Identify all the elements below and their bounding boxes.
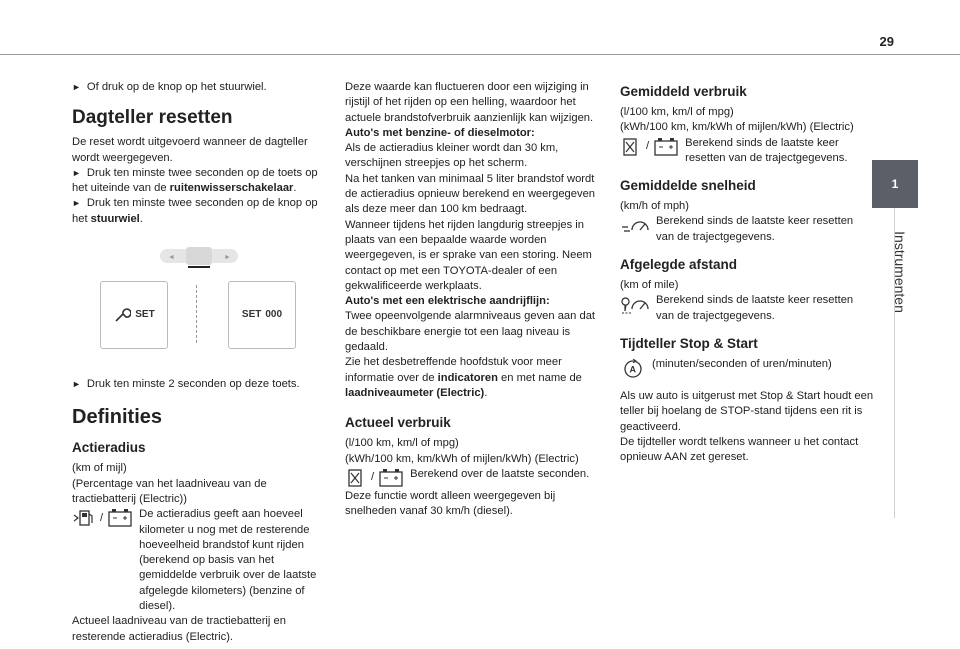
range-units: (km of mijl): [72, 462, 127, 475]
set-label: SET: [241, 309, 262, 321]
reset-paragraph: De reset wordt uitgevoerd wanneer de dagteller wordt weergegeven.: [72, 136, 308, 164]
refuel-paragraph: Na het tanken van minimaal 5 liter brandstof wordt de actieradius opnieuw berekend en weergegeven als deze meer dan 100 km bedraagt.: [345, 172, 596, 216]
speed-units: (km/h of mph): [620, 200, 690, 213]
stop-start-icon: [620, 357, 646, 379]
heading-average-consumption: Gemiddeld verbruik: [620, 84, 747, 99]
avg-units-2: (kWh/100 km, km/kWh of mijlen/kWh) (Electric): [620, 121, 854, 134]
electric-heading: Auto's met een elektrische aandrijflijn:: [345, 295, 550, 308]
range-desc-electric: Actueel laadniveau van de tractiebatterij en resterende actieradius (Electric).: [72, 615, 286, 643]
current-units-1: (l/100 km, km/l of mpg): [345, 437, 459, 450]
indicator-paragraph: Zie het desbetreffende hoofdstuk voor meer informatie over de indicatoren en met name de laadniveaumeter (Electric).: [345, 356, 582, 399]
fuel-gauge-icon: [620, 136, 642, 158]
heading-stop-start: Tijdteller Stop & Start: [620, 335, 758, 351]
speed-desc: Berekend sinds de laatste keer resetten van de trajectgegevens.: [656, 215, 854, 243]
svg-text:►: ►: [224, 254, 231, 262]
heading-distance: Afgelegde afstand: [620, 257, 738, 273]
speed-icon: [620, 214, 650, 236]
chapter-tab[interactable]: 1: [872, 160, 918, 208]
stop-units: (minuten/seconden of uren/minuten): [652, 357, 832, 370]
svg-text:A: A: [629, 364, 636, 375]
slash: /: [371, 471, 375, 484]
fluctuate-paragraph: Deze waarde kan fluctueren door een wijziging in rijstijl of het rijden op een helling, waardoor het actuele brandstofverbruik aanzienlijk kan wijzigen.: [345, 81, 594, 124]
stop-paragraph-1: Als uw auto is uitgerust met Stop & Start houdt een teller bij hoelang de STOP-stand tijdens een rit is geactiveerd.: [620, 389, 874, 433]
steering-wheel-figure: [72, 237, 324, 371]
slash: /: [100, 511, 104, 524]
current-icon-row: [345, 467, 597, 489]
dist-icon-row: [620, 293, 874, 324]
range-icon-row: [72, 507, 324, 614]
dist-desc: Berekend sinds de laatste keer resetten van de trajectgegevens.: [656, 294, 854, 322]
intro-bullet: ► Of druk op de knop op het stuurwiel.: [72, 81, 267, 93]
avg-icon-row: [620, 136, 874, 167]
heading-reset: Dagteller resetten: [72, 107, 233, 129]
range-units-electric: (Percentage van het laadniveau van de tractiebatterij (Electric)): [72, 477, 267, 505]
battery-icon: [378, 467, 404, 489]
malfunction-paragraph: Wanneer tijdens het rijden langdurig streepjes in plaats van een bepaalde waarde worden weergegeven, is er sprake van een storing. Neem contact op met een TOYOTA-dealer of een gekwalificeerde werkplaats.: [345, 218, 592, 292]
after-figure-bullet: ► Druk ten minste 2 seconden op deze toets.: [72, 378, 300, 391]
avg-units-1: (l/100 km, km/l of mpg): [620, 106, 734, 118]
motor-heading: Auto's met benzine- of dieselmotor:: [345, 126, 535, 139]
alarm-paragraph: Twee opeenvolgende alarmniveaus geven aan dat de beschikbare energie tot een laag niveau is gedaald.: [345, 310, 596, 354]
arrow-icon: ►: [72, 379, 81, 390]
current-desc: Berekend over de laatste seconden.: [410, 467, 590, 480]
arrow-icon: ►: [72, 82, 81, 92]
dashes-paragraph: Als de actieradius kleiner wordt dan 30 km, verschijnen streepjes op het scherm.: [345, 142, 559, 170]
fuel-pump-icon: [72, 507, 96, 529]
reset-bullet-2: ► Druk ten minste twee seconden op de knop op het stuurwiel.: [72, 197, 318, 225]
set-label: SET: [135, 309, 155, 321]
avg-desc: Berekend sinds de laatste keer resetten van de trajectgegevens.: [685, 136, 848, 164]
column-2: [345, 80, 597, 519]
slash: /: [646, 139, 650, 152]
heading-range: Actieradius: [72, 440, 146, 456]
counter-value: 000: [265, 309, 283, 321]
speed-icon-row: [620, 214, 874, 245]
arrow-icon: ►: [72, 198, 81, 209]
battery-icon: [653, 136, 679, 158]
reset-bullet-1: ► Druk ten minste twee seconden op de toets op het uiteinde van de ruitenwisserschakelaar.: [72, 166, 318, 195]
stop-icon-row: [620, 357, 874, 379]
battery-icon: [107, 507, 133, 529]
chapter-title: Instrumenten: [892, 231, 908, 313]
range-desc-inline: De actieradius geeft aan hoeveel kilometer u nog met de resterende hoeveelheid brandstof kunt rijden (berekend op basis van het gemiddelde verbruik over de laatste afgelegde kilometers) (benzine of diesel).: [139, 508, 317, 613]
stop-paragraph-2: De tijdteller wordt telkens wanneer u het contact opnieuw AAN zet gereset.: [620, 435, 859, 464]
column-3: [620, 80, 874, 465]
header-rule: [0, 54, 960, 55]
heading-definitions: Definities: [72, 406, 163, 429]
set-wrench-panel: [100, 281, 168, 349]
wrench-icon: [113, 306, 131, 324]
set-counter-panel: [228, 281, 296, 349]
arrow-icon: ►: [72, 167, 81, 178]
distance-icon: [620, 293, 650, 315]
dist-units: (km of mile): [620, 279, 679, 292]
current-units-2: (kWh/100 km, km/kWh of mijlen/kWh) (Electric): [345, 452, 579, 465]
fuel-gauge-icon: [345, 467, 367, 489]
heading-current-consumption: Actueel verbruik: [345, 415, 451, 431]
svg-text:◄: ◄: [168, 254, 175, 262]
figure-divider: [196, 285, 198, 343]
column-1: [72, 80, 324, 645]
heading-average-speed: Gemiddelde snelheid: [620, 178, 756, 194]
steering-hub-illustration: [158, 245, 240, 269]
page-number: 29: [879, 34, 894, 49]
current-note: Deze functie wordt alleen weergegeven bij snelheden vanaf 30 km/h (diesel).: [345, 489, 556, 518]
